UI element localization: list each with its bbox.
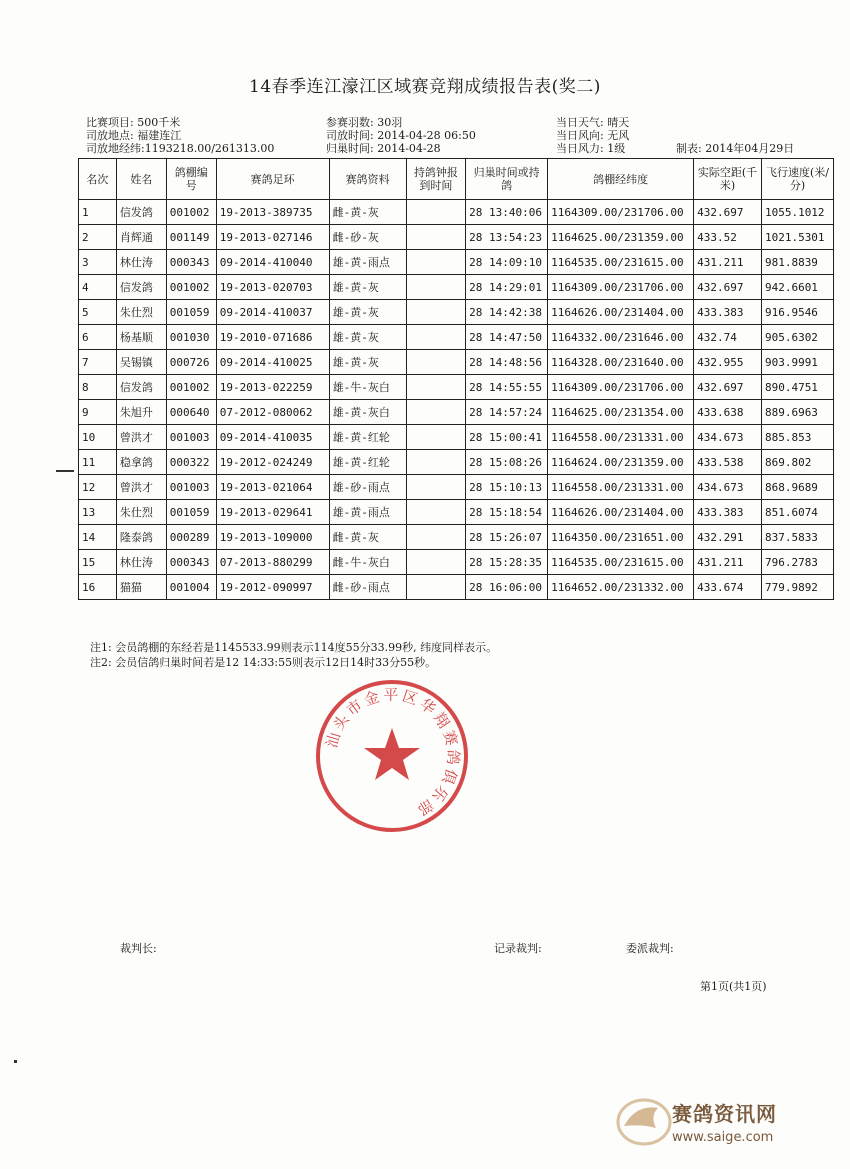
table-cell: 1164328.00/231640.00	[548, 350, 694, 375]
table-row	[79, 325, 834, 350]
club-seal-stamp	[312, 676, 472, 836]
table-cell: 28 14:47:50	[466, 325, 548, 350]
table-cell: 1164309.00/231706.00	[548, 375, 694, 400]
column-header: 归巢时间或持鸽	[466, 159, 548, 200]
table-cell: 1164624.00/231359.00	[548, 450, 694, 475]
table-cell: 1164625.00/231354.00	[548, 400, 694, 425]
page-number: 第1页(共1页)	[700, 980, 767, 993]
meta-wind-force: 当日风力: 1级	[556, 142, 626, 155]
table-cell	[406, 250, 466, 275]
table-cell: 001004	[166, 575, 216, 600]
column-header: 赛鸽足环	[216, 159, 329, 200]
table-cell: 905.6302	[761, 325, 833, 350]
table-cell: 432.291	[694, 525, 762, 550]
table-cell: 雄-黄-灰	[329, 325, 406, 350]
table-cell: 09-2014-410040	[216, 250, 329, 275]
table-cell: 19-2013-021064	[216, 475, 329, 500]
table-row	[79, 250, 834, 275]
table-cell: 28 13:40:06	[466, 200, 548, 225]
table-cell: 903.9991	[761, 350, 833, 375]
table-cell: 1021.5301	[761, 225, 833, 250]
table-cell: 837.5833	[761, 525, 833, 550]
table-cell: 889.6963	[761, 400, 833, 425]
table-cell	[406, 350, 466, 375]
sig-recorder: 记录裁判:	[494, 942, 542, 955]
table-cell: 2	[79, 225, 117, 250]
table-cell: 雄-牛-灰白	[329, 375, 406, 400]
table-cell: 雄-黄-灰白	[329, 400, 406, 425]
table-cell: 001003	[166, 475, 216, 500]
table-cell: 1164652.00/231332.00	[548, 575, 694, 600]
table-row	[79, 200, 834, 225]
table-cell: 000726	[166, 350, 216, 375]
table-cell: 雄-黄-灰	[329, 350, 406, 375]
table-cell: 19-2013-029641	[216, 500, 329, 525]
table-cell: 曾洪才	[116, 425, 166, 450]
table-cell: 朱旭升	[116, 400, 166, 425]
table-header-row	[79, 159, 834, 200]
table-cell: 28 15:10:13	[466, 475, 548, 500]
table-cell: 林仕涛	[116, 550, 166, 575]
table-cell: 6	[79, 325, 117, 350]
table-cell: 朱仕烈	[116, 300, 166, 325]
table-cell: 001002	[166, 275, 216, 300]
table-cell: 19-2013-109000	[216, 525, 329, 550]
table-cell: 1164309.00/231706.00	[548, 200, 694, 225]
table-cell: 19-2012-024249	[216, 450, 329, 475]
watermark-name: 赛鸽资讯网	[672, 1102, 777, 1126]
table-cell: 雄-砂-雨点	[329, 475, 406, 500]
sig-referee: 裁判长:	[120, 942, 157, 955]
table-cell: 869.802	[761, 450, 833, 475]
scan-mark-dot	[14, 1060, 17, 1063]
table-cell: 432.697	[694, 375, 762, 400]
table-cell: 1164535.00/231615.00	[548, 550, 694, 575]
table-cell	[406, 375, 466, 400]
table-cell: 猫猫	[116, 575, 166, 600]
table-cell: 28 15:28:35	[466, 550, 548, 575]
results-table	[78, 158, 834, 600]
table-cell: 9	[79, 400, 117, 425]
table-cell	[406, 450, 466, 475]
meta-release-coords: 司放地经纬:1193218.00/261313.00	[86, 142, 275, 155]
sig-assigned: 委派裁判:	[626, 942, 674, 955]
table-cell: 1164535.00/231615.00	[548, 250, 694, 275]
table-cell: 09-2014-410037	[216, 300, 329, 325]
table-row	[79, 275, 834, 300]
table-cell: 19-2013-020703	[216, 275, 329, 300]
table-cell: 28 14:48:56	[466, 350, 548, 375]
table-cell: 14	[79, 525, 117, 550]
table-cell: 433.638	[694, 400, 762, 425]
table-cell: 001002	[166, 200, 216, 225]
table-cell: 雌-砂-雨点	[329, 575, 406, 600]
table-cell: 28 13:54:23	[466, 225, 548, 250]
table-cell: 1	[79, 200, 117, 225]
table-cell: 雄-黄-红轮	[329, 425, 406, 450]
scan-mark-left	[56, 470, 74, 472]
table-cell: 000343	[166, 250, 216, 275]
table-cell: 雄-黄-雨点	[329, 500, 406, 525]
meta-event: 比赛项目: 500千米	[86, 116, 181, 129]
table-cell: 曾洪才	[116, 475, 166, 500]
table-cell: 杨基顺	[116, 325, 166, 350]
table-cell: 28 14:55:55	[466, 375, 548, 400]
column-header: 持鸽钟报到时间	[406, 159, 466, 200]
table-cell	[406, 500, 466, 525]
table-cell: 隆泰鸽	[116, 525, 166, 550]
table-cell: 868.9689	[761, 475, 833, 500]
table-cell: 001030	[166, 325, 216, 350]
table-cell: 雄-黄-灰	[329, 275, 406, 300]
table-cell: 28 15:18:54	[466, 500, 548, 525]
table-row	[79, 425, 834, 450]
table-cell: 433.383	[694, 500, 762, 525]
table-cell	[406, 200, 466, 225]
table-cell	[406, 425, 466, 450]
column-header: 赛鸽资料	[329, 159, 406, 200]
table-cell: 942.6601	[761, 275, 833, 300]
table-cell: 28 16:06:00	[466, 575, 548, 600]
table-cell	[406, 325, 466, 350]
table-cell	[406, 300, 466, 325]
notes	[90, 640, 497, 670]
table-cell: 1164626.00/231404.00	[548, 500, 694, 525]
table-cell: 09-2014-410025	[216, 350, 329, 375]
table-cell: 15	[79, 550, 117, 575]
table-cell	[406, 275, 466, 300]
table-cell: 07-2013-880299	[216, 550, 329, 575]
column-header: 实际空距(千米)	[694, 159, 762, 200]
table-cell: 001059	[166, 500, 216, 525]
table-cell: 3	[79, 250, 117, 275]
table-cell: 433.674	[694, 575, 762, 600]
table-cell: 林仕涛	[116, 250, 166, 275]
table-row	[79, 500, 834, 525]
table-cell: 10	[79, 425, 117, 450]
table-cell: 雄-黄-灰	[329, 300, 406, 325]
table-cell: 000640	[166, 400, 216, 425]
table-cell: 07-2012-080062	[216, 400, 329, 425]
table-cell: 09-2014-410035	[216, 425, 329, 450]
table-row	[79, 550, 834, 575]
table-row	[79, 400, 834, 425]
table-cell: 1164350.00/231651.00	[548, 525, 694, 550]
meta-return-time: 归巢时间: 2014-04-28	[326, 142, 441, 155]
table-cell: 雌-砂-灰	[329, 225, 406, 250]
table-cell: 000322	[166, 450, 216, 475]
table-cell: 432.697	[694, 200, 762, 225]
table-cell	[406, 400, 466, 425]
table-cell: 19-2013-027146	[216, 225, 329, 250]
table-row	[79, 300, 834, 325]
note-1: 注1: 会员鸽棚的东经若是1145533.99则表示114度55分33.99秒, 纬度同样表示。	[90, 641, 498, 654]
table-cell: 28 14:29:01	[466, 275, 548, 300]
table-cell: 851.6074	[761, 500, 833, 525]
table-cell: 雌-牛-灰白	[329, 550, 406, 575]
column-header: 飞行速度(米/分)	[761, 159, 833, 200]
table-cell: 雄-黄-红轮	[329, 450, 406, 475]
column-header: 鸽棚编号	[166, 159, 216, 200]
table-cell: 1164625.00/231359.00	[548, 225, 694, 250]
table-cell: 434.673	[694, 475, 762, 500]
table-cell: 890.4751	[761, 375, 833, 400]
table-cell: 7	[79, 350, 117, 375]
table-cell: 001002	[166, 375, 216, 400]
table-cell	[406, 225, 466, 250]
meta-weather: 当日天气: 晴天	[556, 116, 630, 129]
meta-made-date: 制表: 2014年04月29日	[676, 142, 795, 155]
page-title: 14春季连江濠江区域赛竞翔成绩报告表(奖二)	[249, 77, 601, 97]
table-cell: 12	[79, 475, 117, 500]
table-body	[79, 200, 834, 600]
table-cell	[406, 475, 466, 500]
table-cell: 796.2783	[761, 550, 833, 575]
table-cell: 8	[79, 375, 117, 400]
table-cell: 19-2012-090997	[216, 575, 329, 600]
table-cell: 433.52	[694, 225, 762, 250]
table-cell: 000343	[166, 550, 216, 575]
table-cell: 431.211	[694, 250, 762, 275]
table-cell: 433.383	[694, 300, 762, 325]
table-cell: 28 14:57:24	[466, 400, 548, 425]
table-cell: 5	[79, 300, 117, 325]
table-cell: 雌-黄-灰	[329, 200, 406, 225]
table-cell: 雌-黄-灰	[329, 525, 406, 550]
table-cell: 1055.1012	[761, 200, 833, 225]
table-cell: 28 15:00:41	[466, 425, 548, 450]
table-row	[79, 475, 834, 500]
table-cell: 信发鸽	[116, 200, 166, 225]
meta-entries: 参赛羽数: 30羽	[326, 116, 403, 129]
table-cell: 432.697	[694, 275, 762, 300]
table-cell: 779.9892	[761, 575, 833, 600]
table-cell	[406, 550, 466, 575]
table-cell: 1164332.00/231646.00	[548, 325, 694, 350]
table-cell: 28 14:42:38	[466, 300, 548, 325]
column-header: 鸽棚经纬度	[548, 159, 694, 200]
column-header: 姓名	[116, 159, 166, 200]
table-cell: 4	[79, 275, 117, 300]
table-cell: 916.9546	[761, 300, 833, 325]
table-cell: 433.538	[694, 450, 762, 475]
table-cell: 13	[79, 500, 117, 525]
table-cell: 981.8839	[761, 250, 833, 275]
table-row	[79, 575, 834, 600]
table-cell: 稳拿鸽	[116, 450, 166, 475]
table-cell	[406, 525, 466, 550]
meta-release-time: 司放时间: 2014-04-28 06:50	[326, 129, 476, 142]
table-cell: 432.955	[694, 350, 762, 375]
table-cell: 1164626.00/231404.00	[548, 300, 694, 325]
table-cell: 434.673	[694, 425, 762, 450]
table-cell: 19-2013-389735	[216, 200, 329, 225]
table-cell: 16	[79, 575, 117, 600]
table-cell: 雄-黄-雨点	[329, 250, 406, 275]
table-cell: 432.74	[694, 325, 762, 350]
table-cell: 1164309.00/231706.00	[548, 275, 694, 300]
table-cell: 001003	[166, 425, 216, 450]
table-row	[79, 450, 834, 475]
note-2: 注2: 会员信鸽归巢时间若是12 14:33:55则表示12日14时33分55秒。	[90, 656, 437, 669]
table-cell: 1164558.00/231331.00	[548, 475, 694, 500]
table-cell: 肖辉通	[116, 225, 166, 250]
table-cell: 001149	[166, 225, 216, 250]
table-cell: 朱仕烈	[116, 500, 166, 525]
table-cell: 28 15:08:26	[466, 450, 548, 475]
meta-release-place: 司放地点: 福建连江	[86, 129, 182, 142]
table-row	[79, 225, 834, 250]
table-cell: 001059	[166, 300, 216, 325]
table-cell	[406, 575, 466, 600]
table-cell: 1164558.00/231331.00	[548, 425, 694, 450]
table-cell: 19-2010-071686	[216, 325, 329, 350]
table-cell: 11	[79, 450, 117, 475]
table-cell: 885.853	[761, 425, 833, 450]
table-row	[79, 525, 834, 550]
meta-wind-dir: 当日风向: 无风	[556, 129, 630, 142]
table-cell: 431.211	[694, 550, 762, 575]
column-header: 名次	[79, 159, 117, 200]
table-cell: 000289	[166, 525, 216, 550]
table-row	[79, 375, 834, 400]
stamp-lettering: 汕头市金平区华翔赛鸽俱乐部	[322, 685, 463, 821]
table-cell: 信发鸽	[116, 375, 166, 400]
table-cell: 19-2013-022259	[216, 375, 329, 400]
table-cell: 28 14:09:10	[466, 250, 548, 275]
watermark-url: www.saige.com	[672, 1130, 774, 1145]
table-cell: 吴锡镇	[116, 350, 166, 375]
table-cell: 信发鸽	[116, 275, 166, 300]
table-row	[79, 350, 834, 375]
table-cell: 28 15:26:07	[466, 525, 548, 550]
